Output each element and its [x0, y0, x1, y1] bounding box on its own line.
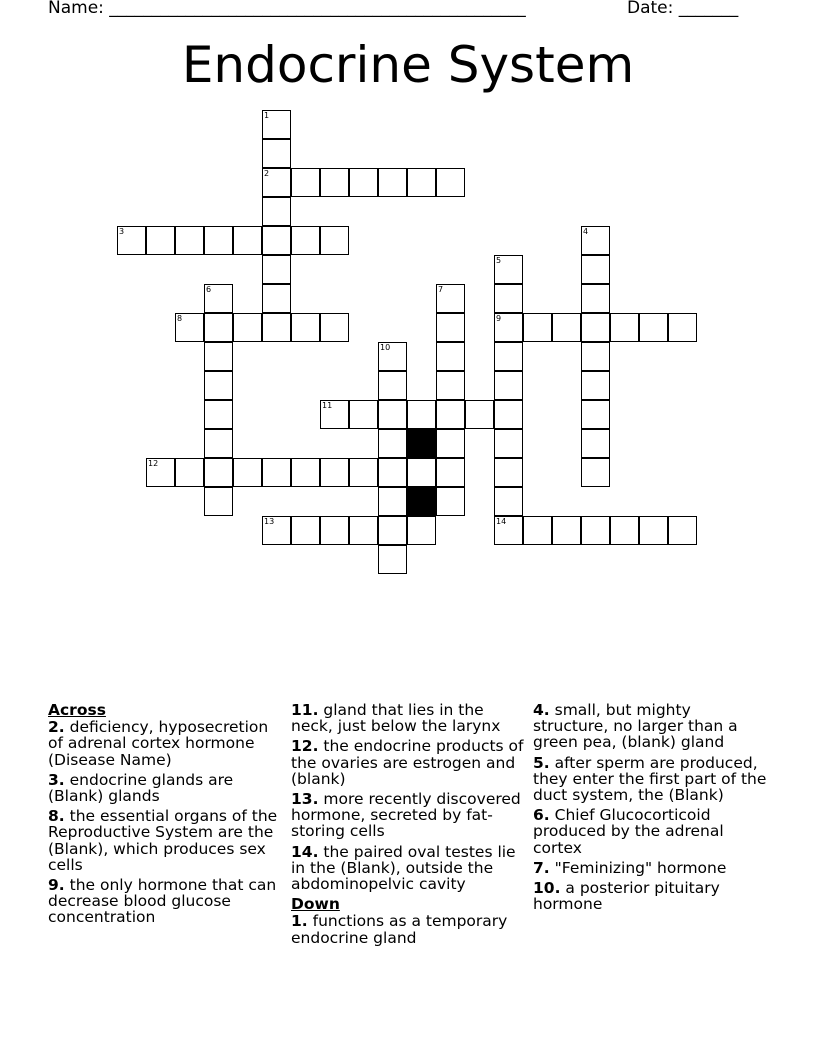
grid-cell[interactable] — [494, 458, 523, 487]
grid-cell[interactable] — [204, 226, 233, 255]
grid-cell[interactable] — [349, 168, 378, 197]
grid-cell[interactable] — [610, 516, 639, 545]
clue-down-1: 1. functions as a temporary endocrine gland — [291, 912, 508, 947]
grid-cell[interactable] — [262, 255, 291, 284]
clue-number: 9 — [496, 314, 502, 323]
clue-number: 12 — [148, 459, 159, 468]
grid-cell[interactable] — [262, 284, 291, 313]
grid-cell[interactable] — [494, 516, 523, 545]
clue-number: 7 — [438, 285, 444, 294]
grid-cell[interactable] — [378, 168, 407, 197]
grid-cell[interactable] — [291, 313, 320, 342]
grid-cell[interactable] — [146, 458, 175, 487]
grid-cell[interactable] — [349, 400, 378, 429]
grid-cell[interactable] — [436, 371, 465, 400]
clue-number: 1 — [264, 111, 270, 120]
grid-cell[interactable] — [291, 226, 320, 255]
grid-cell[interactable] — [233, 226, 262, 255]
grid-cell[interactable] — [494, 284, 523, 313]
grid-cell[interactable] — [494, 342, 523, 371]
grid-cell[interactable] — [581, 516, 610, 545]
grid-cell[interactable] — [320, 458, 349, 487]
clue-across-13: 13. more recently discovered hormone, secreted by fat-storing cells — [291, 790, 521, 841]
grid-cell[interactable] — [378, 342, 407, 371]
grid-cell[interactable] — [378, 371, 407, 400]
grid-cell[interactable] — [175, 458, 204, 487]
grid-cell[interactable] — [175, 313, 204, 342]
clue-across-12: 12. the endocrine products of the ovaries are estrogen and (blank) — [291, 737, 524, 788]
grid-cell[interactable] — [320, 313, 349, 342]
grid-cell[interactable] — [378, 429, 407, 458]
grid-cell[interactable] — [581, 458, 610, 487]
clue-down-5: 5. after sperm are produced, they enter the first part of the duct system, the (Blank) — [533, 753, 767, 805]
clue-across-3: 3. endocrine glands are (Blank) glands — [48, 770, 234, 806]
grid-cell[interactable] — [494, 487, 523, 516]
grid-cell[interactable] — [494, 429, 523, 458]
name-field-label: Name: _________________________________________________ — [48, 0, 526, 18]
grid-cell[interactable] — [233, 313, 262, 342]
grid-cell[interactable] — [552, 313, 581, 342]
clues-column-1 — [48, 702, 283, 930]
down-heading: Down — [291, 895, 340, 914]
clue-down-7: 7. "Feminizing" hormone — [533, 858, 727, 877]
grid-cell[interactable] — [146, 226, 175, 255]
grid-cell[interactable] — [117, 226, 146, 255]
grid-cell[interactable] — [291, 516, 320, 545]
grid-cell[interactable] — [349, 516, 378, 545]
grid-cell[interactable] — [639, 313, 668, 342]
grid-cell[interactable] — [581, 313, 610, 342]
clues-column-3 — [533, 702, 768, 916]
grid-cell[interactable] — [610, 313, 639, 342]
grid-cell[interactable] — [436, 487, 465, 516]
grid-cell[interactable] — [436, 168, 465, 197]
grid-cell[interactable] — [639, 516, 668, 545]
grid-cell[interactable] — [581, 284, 610, 313]
grid-cell[interactable] — [436, 458, 465, 487]
grid-cell[interactable] — [581, 429, 610, 458]
grid-cell[interactable] — [407, 458, 436, 487]
grid-cell[interactable] — [262, 168, 291, 197]
grid-cell[interactable] — [233, 458, 262, 487]
grid-cell[interactable] — [349, 458, 378, 487]
clue-down-6: 6. Chief Glucocorticoid produced by the adrenal cortex — [533, 806, 724, 857]
clue-number: 8 — [177, 314, 183, 323]
grid-cell[interactable] — [262, 226, 291, 255]
clue-number: 4 — [583, 227, 589, 236]
clue-number: 13 — [264, 517, 275, 526]
clue-number: 5 — [496, 256, 502, 265]
clue-down-10: 10. a posterior pituitary hormone — [533, 879, 720, 914]
grid-cell[interactable] — [262, 516, 291, 545]
clue-down-4: 4. small, but mighty structure, no larger than a green pea, (blank) gland — [533, 701, 738, 752]
grid-cell[interactable] — [581, 226, 610, 255]
clue-across-8: 8. the essential organs of the Reproductive System are the (Blank), which produces sex cells — [48, 807, 278, 874]
grid-cell[interactable] — [175, 226, 204, 255]
grid-cell[interactable] — [204, 313, 233, 342]
grid-cell[interactable] — [320, 226, 349, 255]
grid-cell[interactable] — [494, 400, 523, 429]
grid-cell[interactable] — [262, 313, 291, 342]
grid-cell[interactable] — [494, 371, 523, 400]
clue-across-9: 9. the only hormone that can decrease blood glucose concentration — [48, 876, 277, 927]
grid-cell[interactable] — [581, 342, 610, 371]
grid-cell[interactable] — [204, 284, 233, 313]
grid-cell[interactable] — [378, 400, 407, 429]
clue-number: 3 — [119, 227, 125, 236]
grid-cell[interactable] — [262, 458, 291, 487]
page-title: Endocrine System — [181, 36, 635, 94]
grid-cell[interactable] — [204, 400, 233, 429]
grid-block-cell — [407, 429, 436, 458]
grid-cell[interactable] — [378, 545, 407, 574]
clue-number: 14 — [496, 517, 507, 526]
clue-number: 10 — [380, 343, 391, 352]
grid-cell[interactable] — [204, 458, 233, 487]
grid-cell[interactable] — [262, 139, 291, 168]
grid-cell[interactable] — [407, 168, 436, 197]
clue-across-11: 11. gland that lies in the neck, just below the larynx — [291, 701, 501, 736]
grid-cell[interactable] — [436, 400, 465, 429]
grid-cell[interactable] — [494, 313, 523, 342]
grid-cell[interactable] — [204, 371, 233, 400]
grid-cell[interactable] — [668, 313, 697, 342]
grid-cell[interactable] — [436, 429, 465, 458]
grid-cell[interactable] — [436, 342, 465, 371]
grid-cell[interactable] — [581, 255, 610, 284]
grid-cell[interactable] — [436, 284, 465, 313]
clue-across-14: 14. the paired oval testes lie in the (Blank), outside the abdominopelvic cavity — [291, 842, 516, 894]
grid-cell[interactable] — [436, 313, 465, 342]
grid-cell[interactable] — [552, 516, 581, 545]
grid-cell[interactable] — [320, 516, 349, 545]
grid-cell[interactable] — [204, 487, 233, 516]
grid-cell[interactable] — [291, 168, 320, 197]
grid-cell[interactable] — [494, 255, 523, 284]
grid-cell[interactable] — [465, 400, 494, 429]
grid-cell[interactable] — [320, 400, 349, 429]
grid-cell[interactable] — [668, 516, 697, 545]
clue-number: 2 — [264, 169, 270, 178]
grid-cell[interactable] — [204, 342, 233, 371]
grid-cell[interactable] — [378, 487, 407, 516]
clue-across-2: 2. deficiency, hyposecretion of adrenal cortex hormone (Disease Name) — [48, 718, 269, 769]
grid-cell[interactable] — [523, 313, 552, 342]
date-field-label: Date: _______ — [627, 0, 739, 18]
grid-cell[interactable] — [378, 458, 407, 487]
grid-cell[interactable] — [581, 400, 610, 429]
clue-number: 6 — [206, 285, 212, 294]
across-heading: Across — [48, 701, 106, 719]
clues-column-2 — [291, 702, 526, 950]
grid-cell[interactable] — [523, 516, 552, 545]
grid-cell[interactable] — [204, 429, 233, 458]
grid-cell[interactable] — [262, 110, 291, 139]
grid-cell[interactable] — [262, 197, 291, 226]
grid-cell[interactable] — [378, 516, 407, 545]
grid-cell[interactable] — [407, 516, 436, 545]
grid-cell[interactable] — [320, 168, 349, 197]
grid-cell[interactable] — [291, 458, 320, 487]
grid-cell[interactable] — [581, 371, 610, 400]
grid-block-cell — [407, 487, 436, 516]
clue-number: 11 — [322, 401, 333, 410]
grid-cell[interactable] — [407, 400, 436, 429]
